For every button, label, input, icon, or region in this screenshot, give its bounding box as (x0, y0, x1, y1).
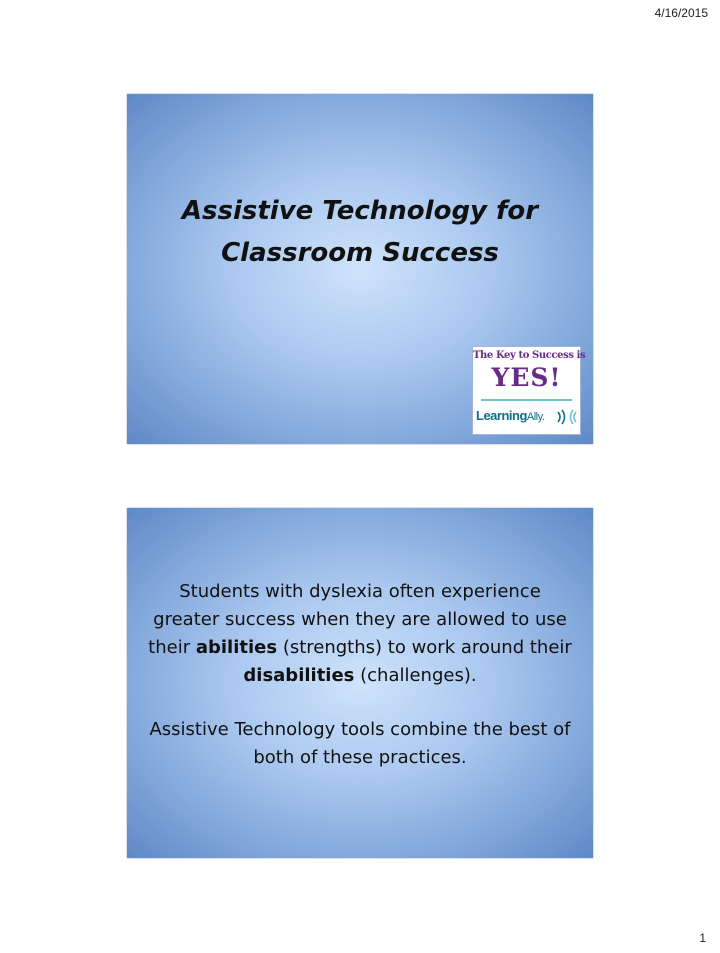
logo-yes: YES! (491, 363, 562, 392)
paragraph-1-text-e: (challenges). (354, 665, 477, 686)
logo-brand (476, 408, 544, 423)
logo-brand-suffix: Ally. (526, 411, 545, 423)
page-number: 1 (699, 931, 706, 945)
slide-body (147, 578, 573, 772)
slide-content-slide (127, 508, 593, 858)
slide-title-slide (127, 94, 593, 444)
logo-divider (481, 399, 572, 401)
paragraph-1-text-c: (strengths) to work around their (277, 637, 572, 658)
sound-waves-icon (555, 409, 577, 425)
slide-paragraph-2: Assistive Technology tools combine the best of both of these practices. (149, 719, 571, 768)
slide-title-line-1: Assistive Technology for (181, 196, 539, 226)
slide-title-line-2: Classroom Success (221, 238, 499, 268)
paragraph-1-disabilities: disabilities (243, 665, 355, 686)
paragraph-1-abilities: abilities (195, 637, 278, 658)
paragraph-1-text-a: Students with dyslexia often experience greater success when they are allowed to use their (148, 581, 567, 658)
learning-ally-logo (472, 346, 586, 435)
slide-title (127, 190, 593, 274)
logo-brand-name: Learning (476, 408, 527, 423)
logo-tagline: The Key to Success is (473, 350, 586, 361)
slide-paragraph-1 (147, 578, 573, 690)
page-date: 4/16/2015 (654, 6, 708, 20)
